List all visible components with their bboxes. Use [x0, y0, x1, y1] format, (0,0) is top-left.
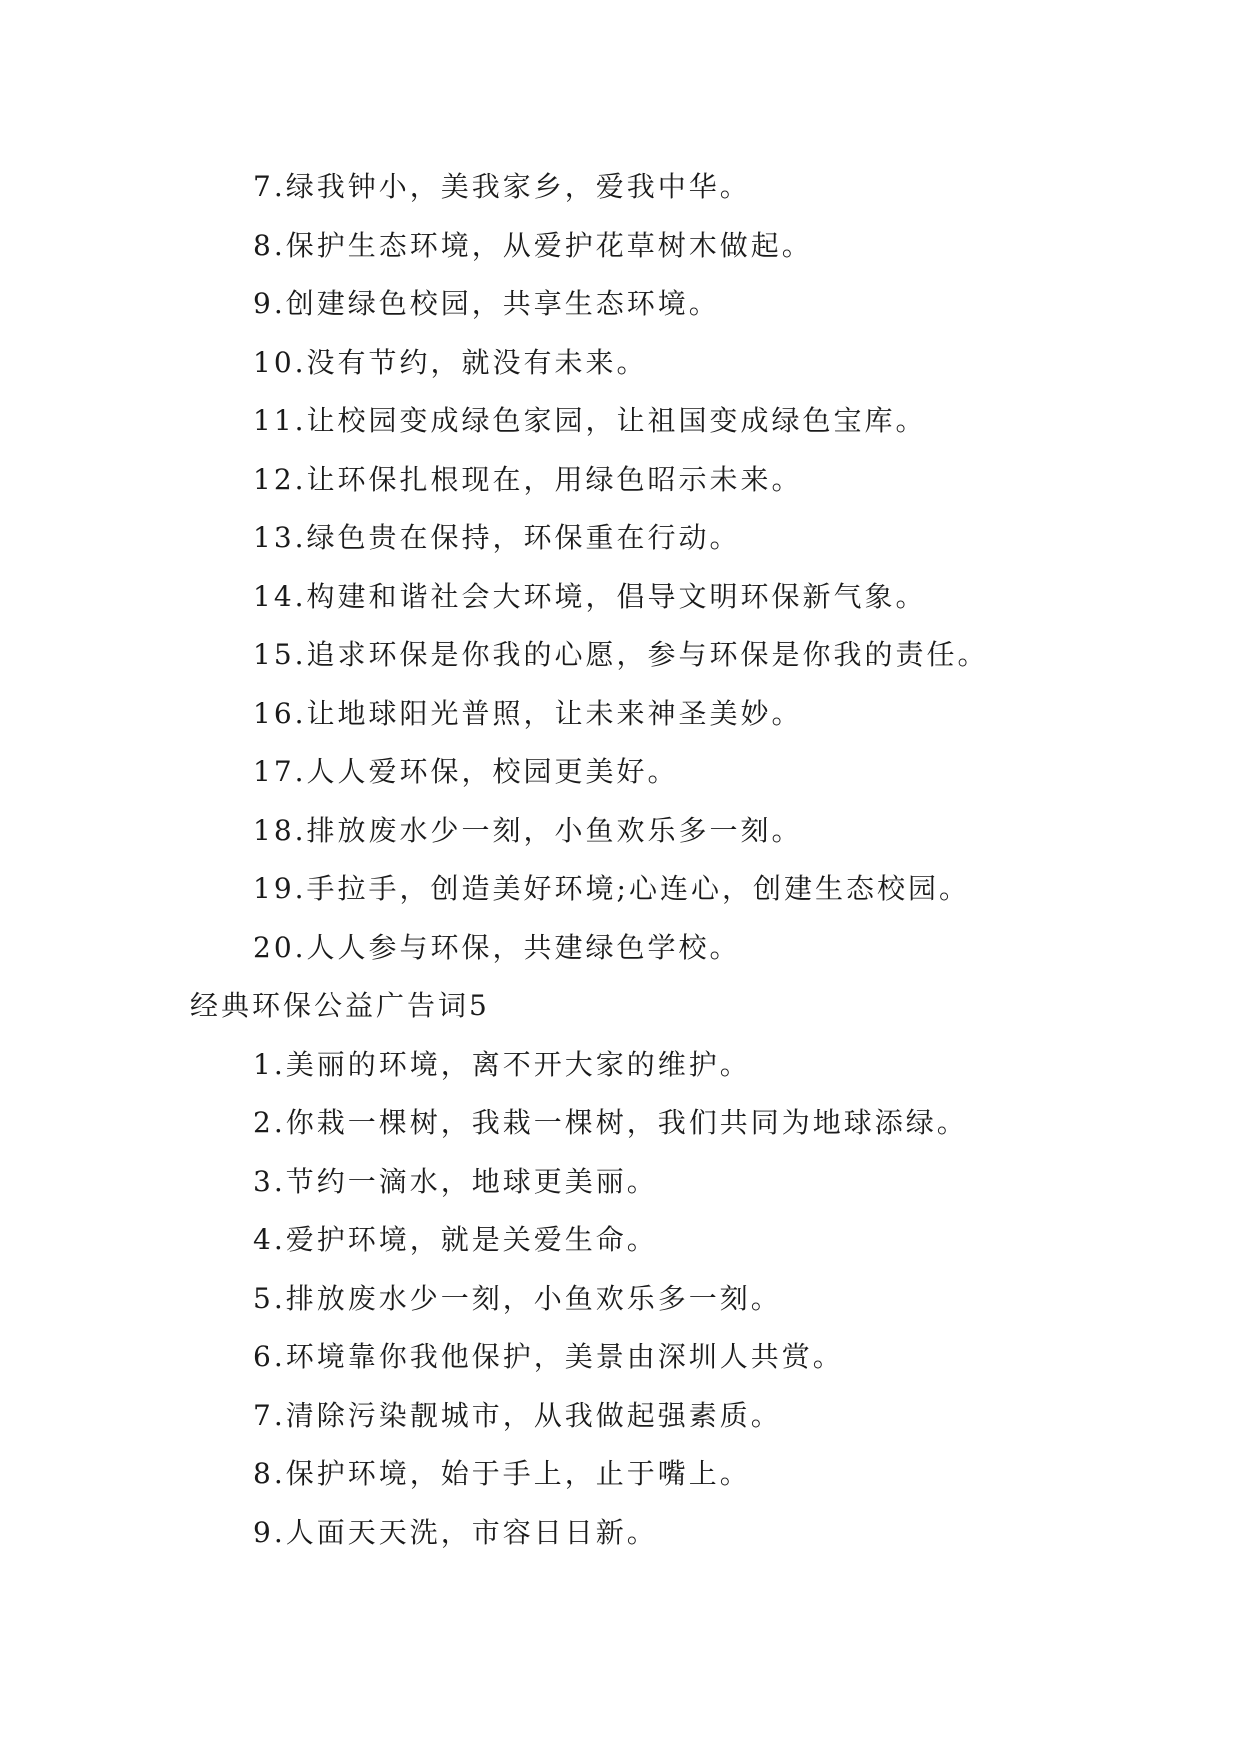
list-item: 8.保护环境，始于手上，止于嘴上。 [253, 1457, 751, 1490]
list-item: 6.环境靠你我他保护，美景由深圳人共赏。 [253, 1340, 844, 1373]
section-heading: 经典环保公益广告词5 [190, 989, 490, 1022]
list-item: 3.节约一滴水，地球更美丽。 [253, 1164, 658, 1198]
list-item: 5.排放废水少一刻，小鱼欢乐多一刻。 [253, 1281, 782, 1315]
list-item: 13.绿色贵在保持，环保重在行动。 [253, 521, 741, 554]
list-item: 9.人面天天洗，市容日日新。 [253, 1515, 658, 1549]
list-item: 7.清除污染靓城市，从我做起强素质。 [253, 1398, 782, 1432]
list-item: 7.绿我钟小，美我家乡，爱我中华。 [253, 170, 751, 203]
list-item: 9.创建绿色校园，共享生态环境。 [253, 287, 720, 320]
list-item: 8.保护生态环境，从爱护花草树木做起。 [253, 228, 813, 262]
list-item: 16.让地球阳光普照，让未来神圣美妙。 [253, 696, 803, 730]
list-item: 14.构建和谐社会大环境，倡导文明环保新气象。 [253, 579, 927, 613]
list-item: 2.你栽一棵树，我栽一棵树，我们共同为地球添绿。 [253, 1106, 968, 1139]
list-item: 10.没有节约，就没有未来。 [253, 345, 648, 379]
list-item: 20.人人参与环保，共建绿色学校。 [253, 930, 741, 964]
list-item: 12.让环保扎根现在，用绿色昭示未来。 [253, 462, 803, 496]
list-item: 19.手拉手，创造美好环境;心连心，创建生态校园。 [253, 872, 970, 905]
list-item: 17.人人爱环保，校园更美好。 [253, 755, 679, 788]
list-item: 4.爱护环境，就是关爱生命。 [253, 1223, 658, 1256]
document-body [190, 158, 1090, 1562]
list-item: 1.美丽的环境，离不开大家的维护。 [253, 1047, 751, 1081]
list-item: 11.让校园变成绿色家园，让祖国变成绿色宝库。 [253, 404, 927, 437]
list-item: 15.追求环保是你我的心愿，参与环保是你我的责任。 [253, 638, 989, 671]
list-item: 18.排放废水少一刻，小鱼欢乐多一刻。 [253, 813, 803, 847]
